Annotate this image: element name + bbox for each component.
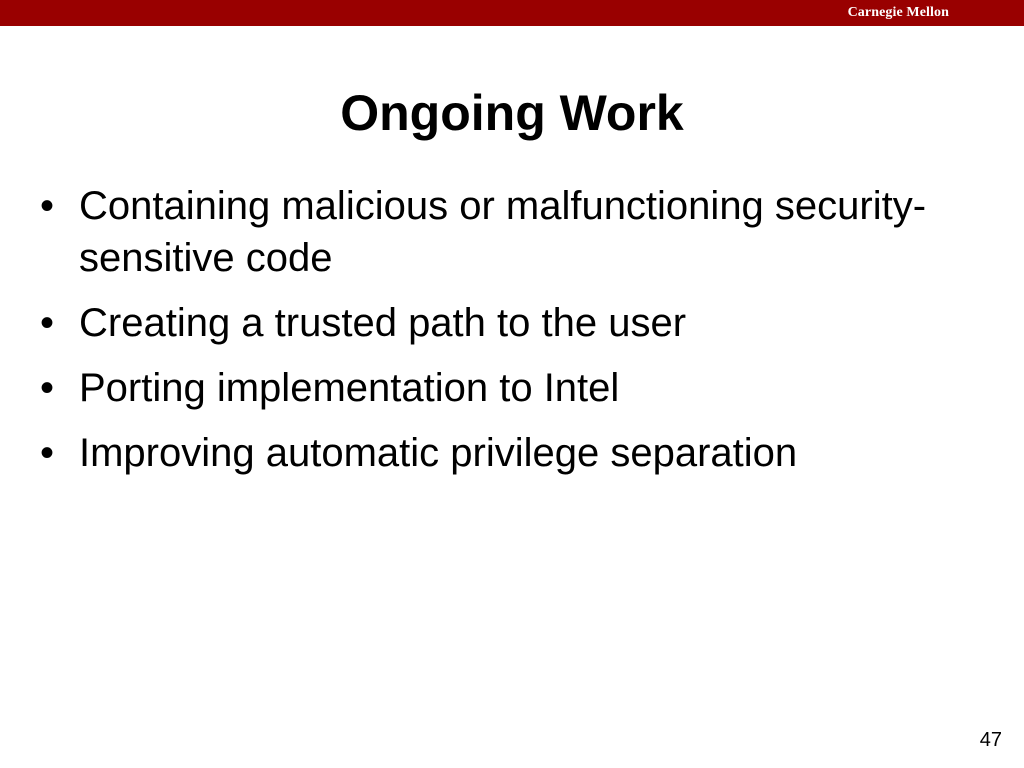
bullet-dot-icon: • [40, 366, 55, 410]
bullet-item [40, 297, 940, 349]
bullet-text: Creating a trusted path to the user [79, 301, 687, 345]
bullet-text: Improving automatic privilege separation [79, 431, 798, 475]
brand-logo: Carnegie Mellon [847, 5, 949, 20]
page-number: 47 [979, 729, 1002, 751]
bullet-item [40, 180, 940, 284]
bullet-item [40, 427, 940, 479]
bullet-text: Containing malicious or malfunctioning security-sensitive code [79, 184, 927, 280]
header-bar [0, 0, 1024, 26]
bullet-item [40, 362, 940, 414]
bullet-dot-icon: • [40, 431, 55, 475]
bullet-list [40, 180, 940, 492]
slide-title: Ongoing Work [340, 85, 684, 141]
bullet-dot-icon: • [40, 301, 55, 345]
bullet-text: Porting implementation to Intel [79, 366, 620, 410]
bullet-dot-icon: • [40, 184, 55, 228]
